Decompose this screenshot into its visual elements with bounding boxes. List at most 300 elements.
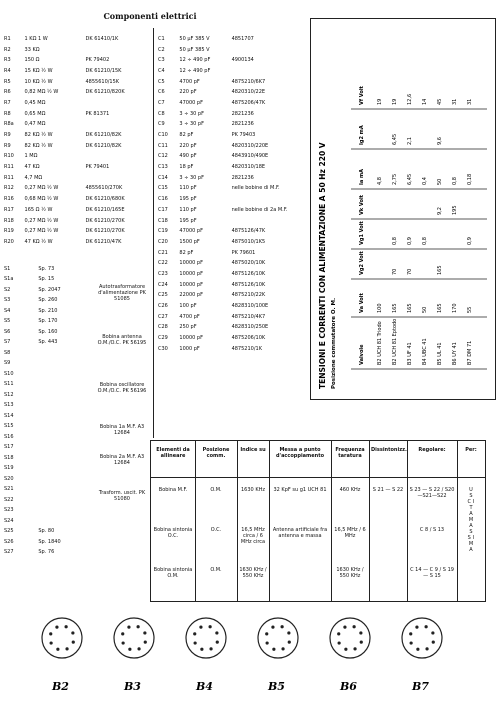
capacitor-cell: nelle bobine di 2a M.F.	[231, 206, 288, 213]
switch-cell: S8	[4, 349, 11, 356]
capacitor-row	[156, 269, 300, 280]
resistor-cell: 0,27 MΩ ½ W	[24, 217, 59, 224]
coil-cell: USCITA MASSIMA	[467, 487, 477, 553]
switch-group-label: Bobina antenna O.M./O.C. PK 56195	[97, 334, 147, 346]
coil-grid-line	[269, 441, 270, 601]
capacitor-row	[156, 77, 300, 88]
capacitor-row	[156, 291, 300, 302]
resistor-cell: PK 79401	[85, 164, 110, 171]
tube-pin	[287, 631, 290, 634]
tube-pin	[288, 641, 291, 644]
switch-cell: Sp. 73	[38, 265, 55, 272]
resistor-cell: DK 61210/82K	[85, 142, 122, 149]
resistor-row	[2, 152, 152, 163]
tension-cell: 0,18	[467, 173, 473, 185]
resistor-cell: R8a	[4, 121, 14, 128]
capacitor-cell: 82 pF	[179, 132, 194, 139]
resistor-cell: R16	[4, 196, 14, 203]
tension-cell: B4 UBC 41	[422, 338, 428, 365]
socket-label: B7	[412, 680, 429, 693]
capacitor-row	[156, 55, 300, 66]
tube-pin	[200, 648, 203, 651]
switch-cell: S3	[4, 297, 11, 304]
resistor-cell: 4855610/15K	[85, 78, 120, 85]
tension-header: Valvole	[359, 344, 365, 365]
tube-pin	[215, 631, 218, 634]
capacitor-row	[156, 120, 300, 131]
resistor-cell: 165 Ω ½ W	[24, 206, 53, 213]
coil-cell: C 14 — C 9 / S 19 — S 15	[410, 567, 454, 579]
socket-label: B2	[52, 680, 69, 693]
capacitor-row	[156, 173, 300, 184]
resistor-cell: R1	[4, 35, 11, 42]
capacitor-row	[156, 184, 300, 195]
capacitor-cell: C21	[158, 249, 168, 256]
capacitor-row	[156, 237, 300, 248]
switch-cell: Sp. 260	[38, 297, 58, 304]
resistor-cell: 0,82 MΩ ½ W	[24, 89, 59, 96]
capacitor-cell: 110 pF	[179, 206, 197, 213]
switch-group-label: Bobina 2a M.F. A3 12684	[99, 454, 145, 466]
tension-cell: 19	[377, 98, 383, 105]
tension-cell: 4,8	[377, 177, 383, 185]
capacitor-table	[156, 34, 300, 355]
tension-header: Va Volt	[359, 293, 365, 313]
resistor-row	[2, 205, 152, 216]
capacitor-cell: 4875210/6K7	[231, 78, 266, 85]
switch-cell: S20	[4, 475, 14, 482]
tube-pin	[216, 641, 219, 644]
tube-pin	[137, 647, 140, 650]
switch-cell: S17	[4, 444, 14, 451]
capacitor-cell: 4843910/490E	[231, 153, 269, 160]
capacitor-cell: 4900134	[231, 57, 254, 64]
resistor-cell: DK 61210/270K	[85, 217, 125, 224]
resistor-row	[2, 216, 152, 227]
capacitor-cell: 4820310/220E	[231, 142, 269, 149]
capacitor-cell: 4875010/1K5	[231, 238, 266, 245]
capacitor-row	[156, 34, 300, 45]
capacitor-row	[156, 258, 300, 269]
tension-cell: 9,6	[437, 137, 443, 145]
resistor-cell: 0,47 MΩ	[24, 121, 46, 128]
switch-cell: S24	[4, 517, 14, 524]
tube-socket-ring	[330, 618, 370, 658]
coil-cell: Bobina M.F.	[158, 487, 188, 493]
coil-cell: 1630 KHz / 550 KHz	[336, 567, 364, 579]
capacitor-cell: C6	[158, 89, 165, 96]
capacitor-row	[156, 301, 300, 312]
coil-grid-line	[195, 441, 196, 601]
capacitor-cell: C28	[158, 324, 168, 331]
capacitor-cell: 4875210/4K7	[231, 313, 266, 320]
tension-cell: 165	[392, 303, 398, 313]
tube-pin	[65, 625, 68, 628]
capacitor-cell: 4828310/250E	[231, 324, 269, 331]
tension-cell: 6,45	[392, 133, 398, 145]
capacitor-row	[156, 66, 300, 77]
tension-cell: 165	[437, 303, 443, 313]
socket-label: B5	[268, 680, 285, 693]
tube-pin	[416, 648, 419, 651]
coil-cell: 16,5 MHz / 6 MHz	[334, 527, 366, 539]
capacitor-cell: C19	[158, 228, 168, 235]
resistor-cell: 1 KΩ 1 W	[24, 35, 48, 42]
capacitor-row	[156, 312, 300, 323]
capacitor-cell: C27	[158, 313, 168, 320]
capacitor-cell: C20	[158, 238, 168, 245]
resistor-cell: R6	[4, 89, 11, 96]
capacitor-cell: 10000 pF	[179, 335, 203, 342]
capacitor-row	[156, 87, 300, 98]
coil-header: Dissintonizz.	[371, 447, 407, 453]
resistor-cell: R10	[4, 153, 14, 160]
switch-group-label: Trasform. uscit. PK 51080	[98, 490, 146, 502]
capacitor-cell: C5	[158, 78, 165, 85]
capacitor-cell: 4851707	[231, 35, 254, 42]
tube-pin	[137, 625, 140, 628]
capacitor-row	[156, 162, 300, 173]
tube-pin	[281, 625, 284, 628]
coil-cell: Bobina sintonia O.C.	[153, 527, 193, 539]
capacitor-cell: C25	[158, 292, 168, 299]
resistor-cell: R18	[4, 217, 14, 224]
capacitor-cell	[230, 66, 300, 77]
coil-header: Per:	[465, 447, 477, 453]
capacitor-cell: C3	[158, 57, 165, 64]
resistor-row	[2, 77, 152, 88]
capacitor-cell: 82 pF	[179, 249, 194, 256]
tension-cell: 50	[422, 306, 428, 313]
resistor-cell: R12	[4, 185, 14, 192]
capacitor-cell: 220 pF	[179, 89, 197, 96]
capacitor-row	[156, 226, 300, 237]
tube-pin	[55, 626, 58, 629]
capacitor-cell: 490 pF	[179, 153, 197, 160]
tube-socket-ring	[186, 618, 226, 658]
capacitor-cell: C22	[158, 260, 168, 267]
resistor-cell: DK 61410/1K	[85, 35, 119, 42]
switch-group-label: Bobina oscillatore O.M./O.C. PK 56196	[97, 382, 147, 394]
tension-cell: B5 UL 41	[437, 342, 443, 365]
tube-socket-ring	[114, 618, 154, 658]
tension-cell: B6 UY 41	[452, 342, 458, 365]
tension-cell: 14	[422, 98, 428, 105]
column-divider	[153, 28, 154, 438]
switch-cell: S5	[4, 318, 11, 325]
switch-cell: Sp. 1840	[38, 538, 61, 545]
switch-cell: Sp. 15	[38, 276, 55, 283]
resistor-cell: DK 61210/165E	[85, 206, 125, 213]
capacitor-cell: PK 79403	[231, 132, 256, 139]
tube-pin	[122, 641, 125, 644]
capacitor-cell: C14	[158, 174, 168, 181]
tube-pin	[343, 626, 346, 629]
resistor-row	[2, 173, 152, 184]
switch-cell: S27	[4, 549, 14, 556]
coil-grid-line	[407, 441, 408, 601]
capacitor-cell: 50 µF 385 V	[179, 35, 210, 42]
capacitor-cell: 220 pF	[179, 142, 197, 149]
tension-cell: 195	[452, 205, 458, 215]
tube-pin	[72, 641, 75, 644]
switch-cell: S2	[4, 286, 11, 293]
resistor-cell: R9	[4, 132, 11, 139]
capacitor-cell: C9	[158, 121, 165, 128]
switch-cell: S7	[4, 339, 11, 346]
capacitor-cell: 12 ÷ 490 pF	[179, 57, 211, 64]
resistor-cell: DK 61210/47K	[85, 238, 122, 245]
tube-pin	[193, 632, 196, 635]
resistor-row	[2, 162, 152, 173]
capacitor-cell: C4	[158, 67, 165, 74]
switch-cell: Sp. 80	[38, 528, 55, 535]
tension-cell: 0,4	[422, 177, 428, 185]
coil-grid-line	[369, 441, 370, 601]
resistor-cell: 47 KΩ	[24, 164, 40, 171]
tension-cell: 12,6	[407, 93, 413, 105]
tube-pin	[431, 631, 434, 634]
capacitor-cell: C29	[158, 335, 168, 342]
tube-pin	[65, 647, 68, 650]
capacitor-cell: C8	[158, 110, 165, 117]
capacitor-cell: C26	[158, 303, 168, 310]
capacitor-cell: 1500 pF	[179, 238, 200, 245]
coil-cell: O.M.	[210, 487, 222, 493]
resistor-row	[2, 184, 152, 195]
page-title: Componenti elettrici	[103, 11, 197, 21]
coil-cell: Bobina sintonia O.M.	[153, 567, 193, 579]
switch-cell: S9	[4, 360, 11, 367]
switch-cell: S22	[4, 496, 14, 503]
resistor-row	[2, 237, 152, 248]
tube-pin	[409, 632, 412, 635]
capacitor-row	[156, 280, 300, 291]
resistor-row	[2, 226, 152, 237]
capacitor-row	[156, 45, 300, 56]
coil-grid-line	[237, 441, 238, 601]
switch-cell: S1	[4, 265, 11, 272]
tube-pin	[272, 648, 275, 651]
switch-cell: S26	[4, 538, 14, 545]
capacitor-row	[156, 141, 300, 152]
switch-cell: S4	[4, 307, 11, 314]
resistor-cell: R2	[4, 46, 11, 53]
switch-cell: S6	[4, 328, 11, 335]
resistor-cell: 10 KΩ ½ W	[24, 78, 53, 85]
tension-header: Ia mA	[359, 168, 365, 185]
capacitor-cell: C24	[158, 281, 168, 288]
tension-header: Vg1 Volt	[359, 221, 365, 245]
capacitor-row	[156, 130, 300, 141]
resistor-row	[2, 45, 152, 56]
resistor-cell: DK 61210/820K	[85, 89, 125, 96]
resistor-cell: DK 61210/680K	[85, 196, 125, 203]
capacitor-cell: C18	[158, 217, 168, 224]
capacitor-cell: 4875126/47K	[231, 228, 266, 235]
tube-pin	[410, 641, 413, 644]
capacitor-cell: C1	[158, 35, 165, 42]
capacitor-cell: 4875210/1K	[231, 345, 262, 352]
tension-cell: 0,8	[392, 237, 398, 245]
tension-cell: 70	[392, 268, 398, 275]
capacitor-cell	[230, 216, 300, 227]
tube-pin	[353, 625, 356, 628]
resistor-cell: 82 KΩ ½ W	[24, 142, 53, 149]
coil-cell: Antenna artificiale fra antenna e massa	[272, 527, 328, 539]
tube-pin	[49, 632, 52, 635]
resistor-cell: R4	[4, 67, 11, 74]
switch-group-label: Autotrasformatore d'alimentazione PK 51085	[98, 284, 146, 302]
tube-pin	[128, 648, 131, 651]
tension-cell: 19	[392, 98, 398, 105]
tension-cell: B2 UCH 81 Eptodo	[392, 318, 398, 365]
capacitor-cell: 4875210/22K	[231, 292, 266, 299]
tube-pin	[56, 648, 59, 651]
capacitor-cell: C15	[158, 185, 168, 192]
resistor-row	[2, 120, 152, 131]
capacitor-row	[156, 194, 300, 205]
tube-pin	[281, 647, 284, 650]
tension-subtitle: Posizione commutatore O. M.	[331, 297, 337, 389]
tube-pin	[209, 625, 212, 628]
capacitor-cell: nelle bobine di M.F.	[231, 185, 280, 192]
resistor-cell: DK 61210/15K	[85, 67, 122, 74]
tube-pin	[271, 626, 274, 629]
resistor-cell	[83, 45, 152, 56]
resistor-cell: 150 Ω	[24, 57, 40, 64]
resistor-row	[2, 87, 152, 98]
tube-sockets	[0, 598, 496, 702]
coil-header: Posizione comm.	[202, 447, 230, 459]
resistor-cell: R9	[4, 142, 11, 149]
switch-cell: S21	[4, 486, 14, 493]
resistor-table	[2, 34, 152, 248]
resistor-cell: R19	[4, 228, 14, 235]
tension-cell: 0,9	[467, 237, 473, 245]
capacitor-cell: C16	[158, 196, 168, 203]
resistor-row	[2, 55, 152, 66]
tension-header: Vf Volt	[359, 86, 365, 105]
resistor-cell: 0,68 MΩ ½ W	[24, 196, 59, 203]
switch-cell: S1a	[4, 276, 14, 283]
tension-cell: 70	[407, 268, 413, 275]
capacitor-cell: C2	[158, 46, 165, 53]
tension-cell: 100	[377, 303, 383, 313]
capacitor-cell: 195 pF	[179, 196, 197, 203]
tube-socket-ring	[258, 618, 298, 658]
capacitor-cell: 100 pF	[179, 303, 197, 310]
tension-cell: 45	[437, 98, 443, 105]
tube-pin	[266, 641, 269, 644]
resistor-cell: R3	[4, 57, 11, 64]
switch-cell: Sp. 160	[38, 328, 58, 335]
capacitor-cell: 4875126/10K	[231, 270, 266, 277]
switch-cell: S18	[4, 454, 14, 461]
tension-cell: B2 UCH 81 Triodo	[377, 321, 383, 365]
resistor-cell: 15 KΩ ½ W	[24, 67, 53, 74]
coil-grid-line	[457, 441, 458, 601]
resistor-row	[2, 109, 152, 120]
capacitor-cell: C12	[158, 153, 168, 160]
switch-group-list	[92, 264, 152, 564]
capacitor-cell: 3 ÷ 30 pF	[179, 121, 204, 128]
socket-label: B6	[340, 680, 357, 693]
tension-cell: 9,2	[437, 207, 443, 215]
coil-header: Frequenza taratura	[335, 447, 365, 459]
resistor-cell: R5	[4, 78, 11, 85]
capacitor-cell: 4820310/18E	[231, 164, 266, 171]
tube-pin	[415, 626, 418, 629]
capacitor-cell: 4875020/10K	[231, 260, 266, 267]
capacitor-cell: 4820310/22E	[231, 89, 266, 96]
capacitor-cell: 4700 pF	[179, 78, 200, 85]
capacitor-cell: 2821236	[231, 121, 254, 128]
tension-cell: 31	[467, 98, 473, 105]
coil-cell: 16,5 MHz circa / 6 MHz circa	[240, 527, 266, 545]
resistor-cell: R11	[4, 164, 14, 171]
tension-header: Vk Volt	[359, 194, 365, 215]
tension-cell: 165	[407, 303, 413, 313]
capacitor-cell: 3 ÷ 30 pF	[179, 110, 204, 117]
resistor-row	[2, 130, 152, 141]
tube-socket-ring	[42, 618, 82, 658]
tube-pin	[353, 647, 356, 650]
capacitor-cell: 50 µF 385 V	[179, 46, 210, 53]
tension-table-svg	[311, 19, 495, 399]
tube-socket-ring	[402, 618, 442, 658]
resistor-cell: R8	[4, 110, 11, 117]
capacitor-cell: 2821236	[231, 174, 254, 181]
coil-cell: C 8 / S 13	[419, 527, 445, 533]
capacitor-cell: C23	[158, 270, 168, 277]
capacitor-cell: 4828310/100E	[231, 303, 269, 310]
tube-pin	[425, 647, 428, 650]
tension-cell: 165	[437, 265, 443, 275]
switch-cell: S12	[4, 391, 14, 398]
switch-cell: S25	[4, 528, 14, 535]
coil-header: Elementi da allineare	[156, 447, 190, 459]
resistor-cell: R11	[4, 174, 14, 181]
coil-cell: S 23 — S 22 / S20—S21—S22	[409, 487, 455, 499]
coil-header: Regolare:	[418, 447, 446, 453]
capacitor-cell: 47000 pF	[179, 228, 203, 235]
capacitor-cell: 22000 pF	[179, 292, 203, 299]
socket-label: B4	[196, 680, 213, 693]
capacitor-cell: 10000 pF	[179, 270, 203, 277]
coil-header: Indice su	[240, 447, 266, 453]
tube-pin	[425, 625, 428, 628]
switch-cell: S15	[4, 423, 14, 430]
resistor-cell	[83, 173, 152, 184]
switch-cell: Sp. 170	[38, 318, 58, 325]
resistor-cell: 47 KΩ ½ W	[24, 238, 53, 245]
capacitor-cell: 10000 pF	[179, 281, 203, 288]
tube-pin	[337, 632, 340, 635]
capacitor-cell: 4875206/47K	[231, 99, 266, 106]
tension-cell: 31	[452, 98, 458, 105]
switch-cell: S13	[4, 402, 14, 409]
tube-pin	[432, 641, 435, 644]
capacitor-cell: 1000 pF	[179, 345, 200, 352]
capacitor-cell: 110 pF	[179, 185, 197, 192]
capacitor-cell: 4875126/10K	[231, 281, 266, 288]
switch-cell: S11	[4, 381, 14, 388]
resistor-cell: PK 81371	[85, 110, 110, 117]
coil-cell: O.C.	[210, 527, 222, 533]
capacitor-cell: 10000 pF	[179, 260, 203, 267]
coil-cell: 1630 KHz / 550 KHz	[239, 567, 267, 579]
